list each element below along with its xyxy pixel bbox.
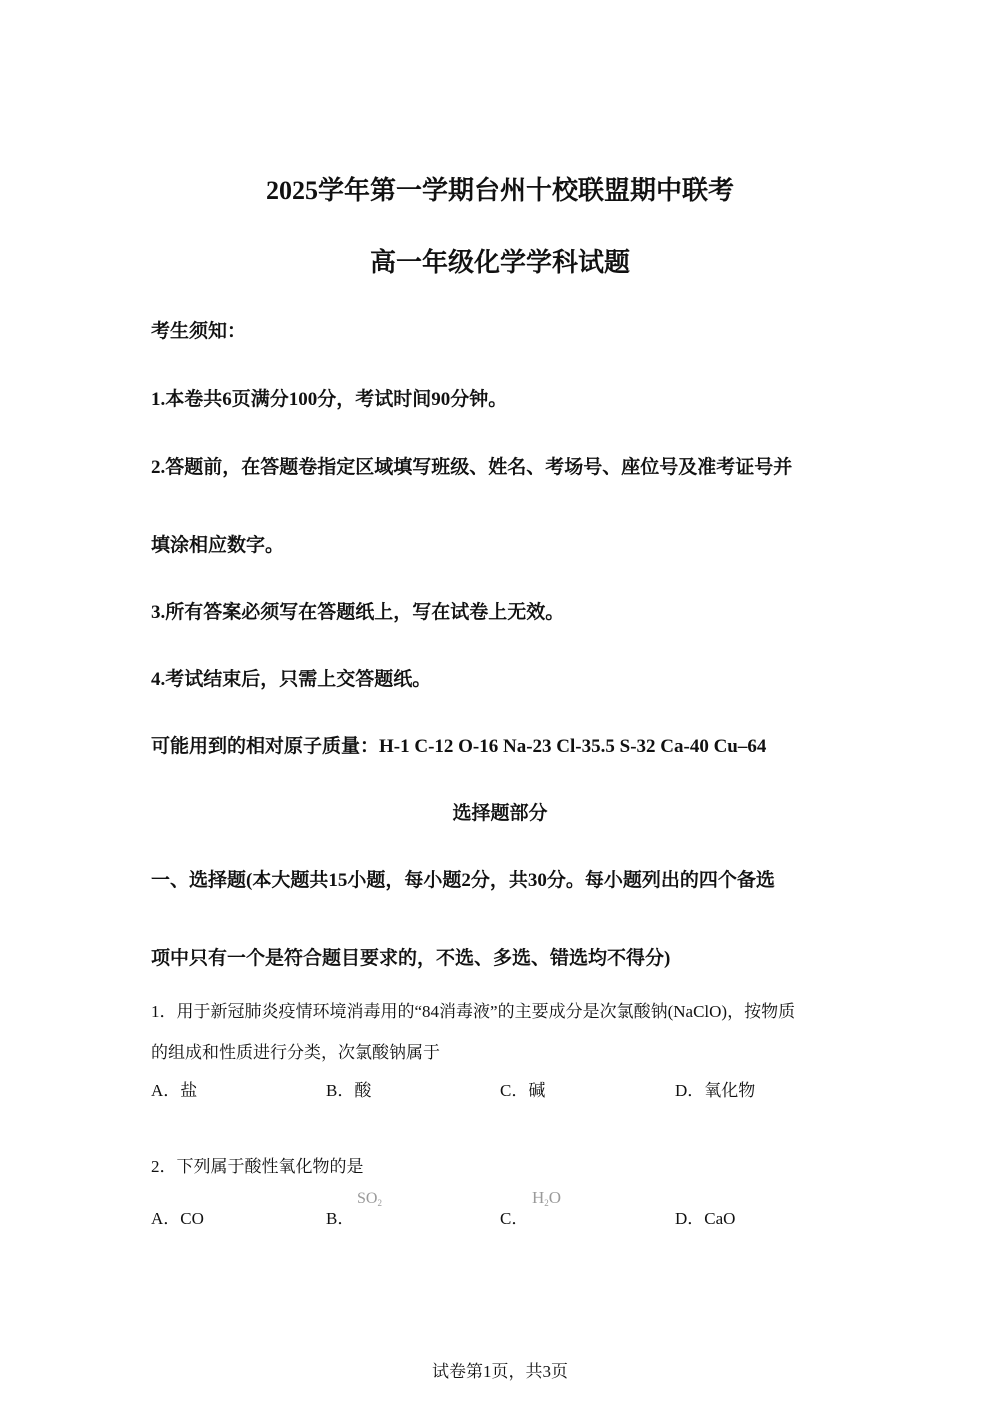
notice-item-3: 3.所有答案必须写在答题纸上，写在试卷上无效。 bbox=[151, 602, 565, 623]
formula-h2o: $H_2O$ bbox=[532, 1188, 562, 1208]
notice-item-1: 1.本卷共6页满分100分，考试时间90分钟。 bbox=[151, 389, 508, 410]
notice-item-2-line-2: 填涂相应数字。 bbox=[151, 535, 285, 556]
section-heading-line-1: 一、选择题(本大题共15小题，每小题2分，共30分。每小题列出的四个备选 bbox=[151, 870, 775, 891]
question-1-stem-line-1: 1．用于新冠肺炎疫情环境消毒用的“84消毒液”的主要成分是次氯酸钠(NaClO)，按物质 bbox=[151, 1002, 796, 1021]
section-heading-line-2: 项中只有一个是符合题目要求的，不选、多选、错选均不得分) bbox=[151, 948, 671, 969]
question-1-option-b: B．酸 bbox=[326, 1081, 372, 1100]
question-2-option-c: C． bbox=[500, 1209, 529, 1228]
part-title: 选择题部分 bbox=[452, 803, 548, 824]
question-1-option-d: D．氧化物 bbox=[675, 1081, 756, 1100]
notice-heading: 考生须知： bbox=[151, 321, 247, 342]
question-2-option-a: A．CO bbox=[151, 1209, 204, 1228]
question-1-option-a: A．盐 bbox=[151, 1081, 198, 1100]
question-1-stem-line-2: 的组成和性质进行分类，次氯酸钠属于 bbox=[151, 1043, 440, 1062]
notice-item-4: 4.考试结束后，只需上交答题纸。 bbox=[151, 669, 432, 690]
exam-title: 2025学年第一学期台州十校联盟期中联考 bbox=[265, 176, 734, 205]
question-2-option-b: B． bbox=[326, 1209, 355, 1228]
question-2-option-d: D．CaO bbox=[675, 1209, 736, 1228]
page-footer: 试卷第1页，共3页 bbox=[432, 1362, 568, 1381]
notice-item-2-line-1: 2.答题前，在答题卷指定区域填写班级、姓名、考场号、座位号及准考证号并 bbox=[151, 457, 793, 478]
exam-subtitle: 高一年级化学学科试题 bbox=[369, 248, 630, 277]
question-1-option-c: C．碱 bbox=[500, 1081, 546, 1100]
formula-so2: $SO_2$ bbox=[357, 1190, 382, 1208]
question-2-stem: 2．下列属于酸性氧化物的是 bbox=[151, 1157, 364, 1176]
atomic-masses: 可能用到的相对原子质量：H-1 C-12 O-16 Na-23 Cl-35.5 S-32 Ca-40 Cu–64 bbox=[151, 736, 767, 757]
